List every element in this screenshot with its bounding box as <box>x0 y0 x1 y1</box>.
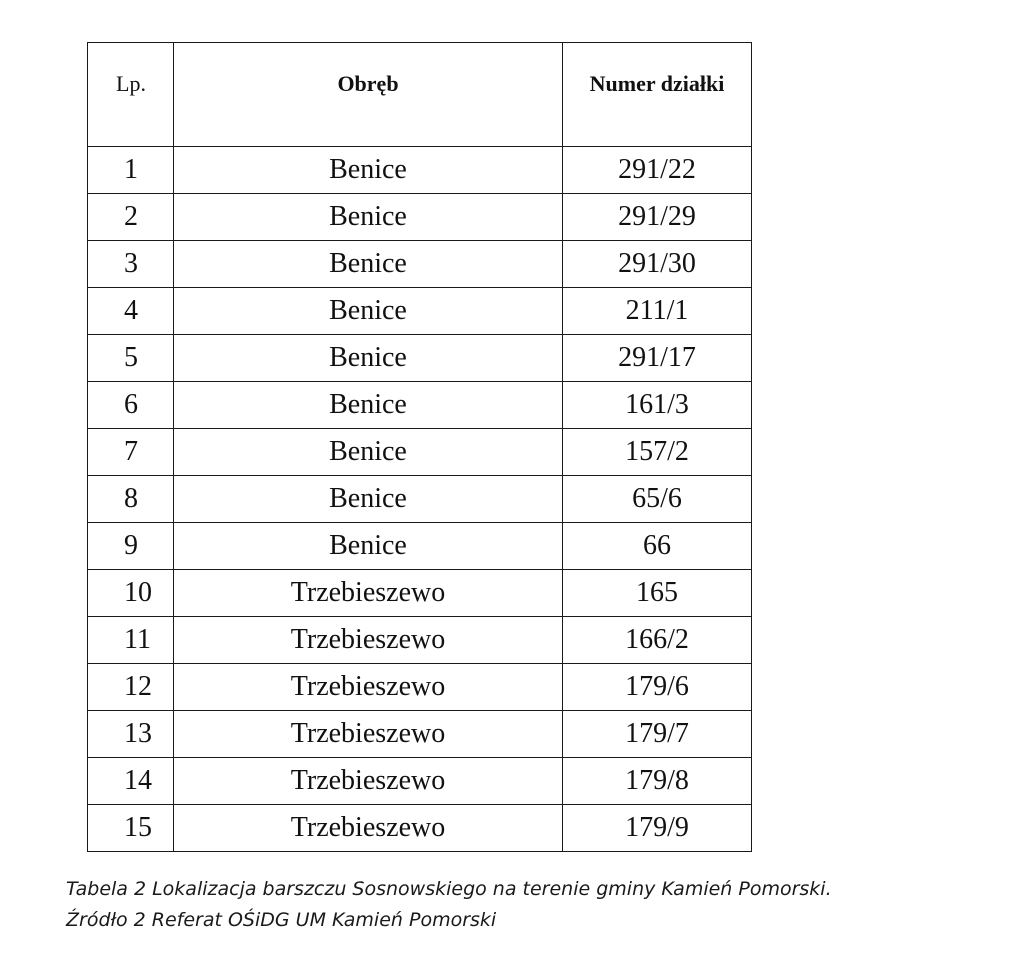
cell-numer: 166/2 <box>563 617 752 664</box>
header-lp: Lp. <box>88 43 174 147</box>
table-row <box>88 805 752 852</box>
cell-obreb: Benice <box>174 241 563 288</box>
cell-obreb: Benice <box>174 476 563 523</box>
cell-numer: 179/7 <box>563 711 752 758</box>
table-row <box>88 570 752 617</box>
cell-lp: 2 <box>88 194 174 241</box>
table-row <box>88 476 752 523</box>
cell-numer: 161/3 <box>563 382 752 429</box>
table-row <box>88 288 752 335</box>
cell-obreb: Trzebieszewo <box>174 664 563 711</box>
cell-obreb: Benice <box>174 147 563 194</box>
table-row <box>88 758 752 805</box>
table-row <box>88 147 752 194</box>
cell-obreb: Benice <box>174 288 563 335</box>
cell-numer: 157/2 <box>563 429 752 476</box>
header-obreb: Obręb <box>174 43 563 147</box>
cell-lp: 12 <box>88 664 174 711</box>
table-row <box>88 617 752 664</box>
cell-numer: 66 <box>563 523 752 570</box>
cell-numer: 291/30 <box>563 241 752 288</box>
cell-lp: 13 <box>88 711 174 758</box>
table-body <box>88 147 752 852</box>
cell-numer: 165 <box>563 570 752 617</box>
cell-lp: 9 <box>88 523 174 570</box>
caption-line-title: Tabela 2 Lokalizacja barszczu Sosnowskiego na terenie gminy Kamień Pomorski. <box>66 878 832 900</box>
table-row <box>88 241 752 288</box>
header-numer: Numer działki <box>563 43 752 147</box>
table-row <box>88 429 752 476</box>
table-row <box>88 194 752 241</box>
cell-obreb: Benice <box>174 523 563 570</box>
cell-obreb: Trzebieszewo <box>174 617 563 664</box>
cell-obreb: Trzebieszewo <box>174 570 563 617</box>
cell-lp: 4 <box>88 288 174 335</box>
caption-line-source: Źródło 2 Referat OŚiDG UM Kamień Pomorski <box>66 909 497 931</box>
cell-lp: 3 <box>88 241 174 288</box>
cell-obreb: Benice <box>174 382 563 429</box>
cell-obreb: Trzebieszewo <box>174 711 563 758</box>
cell-lp: 6 <box>88 382 174 429</box>
cell-lp: 5 <box>88 335 174 382</box>
cell-numer: 291/29 <box>563 194 752 241</box>
cell-lp: 14 <box>88 758 174 805</box>
cell-obreb: Trzebieszewo <box>174 758 563 805</box>
cell-lp: 11 <box>88 617 174 664</box>
cell-numer: 211/1 <box>563 288 752 335</box>
cell-obreb: Benice <box>174 335 563 382</box>
cell-lp: 1 <box>88 147 174 194</box>
table-row <box>88 664 752 711</box>
cell-numer: 291/17 <box>563 335 752 382</box>
cell-lp: 10 <box>88 570 174 617</box>
cell-lp: 15 <box>88 805 174 852</box>
cell-numer: 179/6 <box>563 664 752 711</box>
table-row <box>88 382 752 429</box>
cell-lp: 7 <box>88 429 174 476</box>
plots-table <box>87 42 752 852</box>
table-row <box>88 711 752 758</box>
cell-numer: 179/8 <box>563 758 752 805</box>
cell-lp: 8 <box>88 476 174 523</box>
cell-numer: 65/6 <box>563 476 752 523</box>
cell-obreb: Trzebieszewo <box>174 805 563 852</box>
table-row <box>88 523 752 570</box>
table-header <box>88 43 752 147</box>
cell-numer: 179/9 <box>563 805 752 852</box>
header-row <box>88 43 752 147</box>
cell-obreb: Benice <box>174 429 563 476</box>
table-caption <box>66 874 832 936</box>
cell-numer: 291/22 <box>563 147 752 194</box>
table-row <box>88 335 752 382</box>
cell-obreb: Benice <box>174 194 563 241</box>
